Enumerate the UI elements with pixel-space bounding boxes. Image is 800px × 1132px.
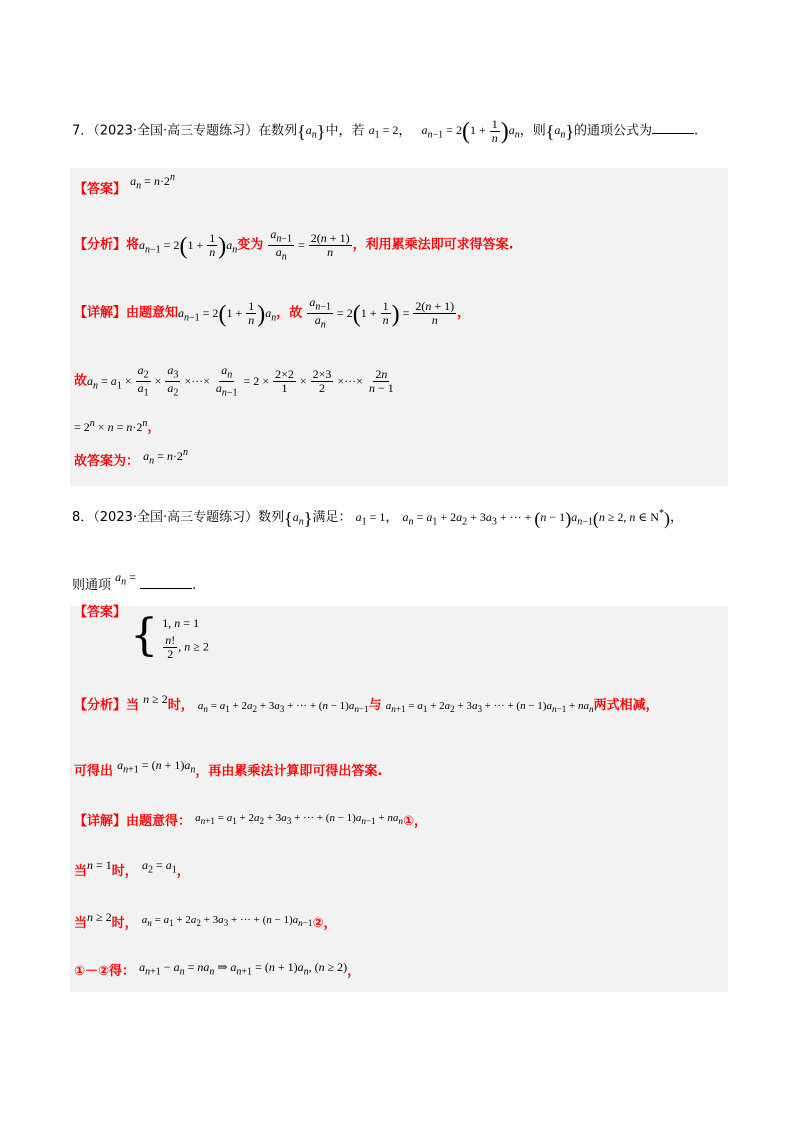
when-text: 时，	[111, 916, 138, 931]
math-brace: {	[130, 610, 159, 661]
math-result: = $2^n \times n = n\cdot 2^n$	[74, 418, 148, 434]
final-answer-label: 故答案为：	[74, 454, 140, 469]
analysis-text: 时，	[167, 698, 194, 713]
question-8-line-2	[72, 570, 197, 595]
math-n-ge-2: n ≥ 2	[143, 692, 168, 706]
math-product: $a_n = a_1$ × $\frac{a_2}{a_1}$ × $\frac{a_3}{a_2}$ ×···× $\frac{a_n}{a_{n-1}}$ = 2 × $\frac{2\times 2}{1}$ × $\frac{2\times 3}{2}$ ×···× $\frac{2n}{n - 1}$	[87, 363, 394, 399]
detail-text: ，故	[276, 305, 303, 321]
answer-blank	[140, 588, 192, 589]
math-ratio: $\frac{a_{n-1}}{a_n}$ = $\frac{2(n + 1)}{n}$	[270, 227, 350, 263]
math-sum-an: an = a1 + 2a2 + 3a3 + ··· + (n − 1)an−1	[141, 914, 313, 929]
question-number: 8．	[72, 510, 94, 525]
q7-analysis-line	[74, 228, 514, 264]
math-sum-an: $a_n = a_1 + 2a_2 + 3a_3$ + ··· + $(n - 1)a_{n-1}$	[197, 700, 369, 715]
math-final-answer: $a_n = n\cdot 2^n$	[143, 447, 188, 467]
q8-when-n2-line	[74, 912, 337, 932]
math-ratio-expanded: $\frac{a_{n-1}}{a_n}$ = 2(1 + $\frac{1}{n}$ ) = $\frac{2(n + 1)}{n}$	[309, 295, 455, 331]
obtain-label: 可得出	[74, 764, 114, 779]
punctuation: ，	[347, 964, 361, 979]
q7-answer-line	[74, 172, 175, 199]
answer-label: 【答案】	[74, 182, 127, 197]
question-text: .	[192, 578, 197, 593]
question-text: 中，若	[325, 123, 365, 139]
detail-label: 【详解】由题意知	[74, 305, 179, 321]
question-8-line	[72, 506, 683, 530]
analysis-text: 与	[368, 698, 382, 713]
question-text: 数列	[258, 510, 285, 525]
math-sum-recurrence: $a_n = a_1 + 2a_2 + 3a_3$ + ··· + $(n - 1)a_{n-1}(n \ge 2$, n ∈ N*)	[402, 508, 670, 529]
detail-text: ，	[457, 305, 471, 321]
answer-blank	[652, 133, 694, 134]
analysis-text: 变为	[237, 237, 264, 253]
math-set-an: $\{a_n\}$	[545, 121, 575, 142]
answer-label: 【答案】	[74, 605, 127, 620]
math-recurrence: $a_{n-1} = 2(1$ + $\frac{1}{n}$ )$a_n$	[139, 231, 238, 260]
punctuation: ，	[147, 420, 161, 435]
question-text: 满足：	[312, 510, 352, 525]
math-answer: $a_n = n\cdot 2^n$	[130, 172, 175, 192]
question-text: ，	[385, 510, 399, 525]
analysis-text: 两式相减，	[593, 698, 659, 713]
question-text: 在数列	[258, 123, 298, 139]
q8-diff-line	[74, 960, 360, 981]
q7-final-line	[74, 447, 188, 471]
question-text: ，	[669, 510, 683, 525]
when-text: 时，	[111, 864, 138, 879]
equation-mark: ②，	[312, 916, 337, 931]
math-diff: $a_{n+1} - a_n = na_n$ ⇒ $a_{n+1} = (n + 1)a_n$, (n ≥ 2)	[139, 960, 348, 978]
question-text: 的通项公式为	[574, 123, 653, 139]
q8-when-n1-line	[74, 860, 190, 881]
math-an-eq: $a_n$ =	[115, 570, 136, 588]
q7-detail-line	[74, 296, 470, 332]
math-piecewise: 1, n = 1 $\frac{n!}{2}$ , n ≥ 2	[162, 616, 209, 661]
diff-label: ①－②得：	[74, 964, 136, 979]
punctuation: ，	[176, 864, 190, 879]
math-an-plus-1: $a_{n+1} = (n + 1)a_n$	[117, 758, 196, 776]
question-7-line	[72, 118, 698, 145]
q7-result-line	[74, 416, 160, 435]
question-text: ，则	[519, 123, 546, 139]
math-a1-eq-1: $a_1 = 1$	[355, 510, 386, 528]
equation-mark: ①，	[402, 814, 427, 829]
question-text: .	[694, 123, 699, 139]
math-recurrence: $a_{n-1} = 2(1$ + $\frac{1}{n}$ )$a_n$	[178, 299, 277, 328]
q8-answer-line	[74, 605, 209, 672]
q7-product-line	[74, 364, 397, 400]
q8-analysis-line	[74, 694, 659, 714]
math-n-ge-2: n ≥ 2	[87, 910, 112, 924]
question-text: ，	[398, 123, 412, 139]
math-set-an: $\{a_n\}$	[284, 508, 313, 529]
question-number: 7．	[72, 123, 94, 139]
math-n-eq-1: n = 1	[87, 858, 112, 872]
math-recurrence: $a_{n-1} = 2(1$ + $\frac{1}{n}$ )$a_n$	[421, 117, 520, 145]
when-label: 当	[74, 864, 88, 879]
question-source: （2023·全国·高三专题练习）	[93, 123, 259, 139]
math-sum-an-plus-1: $a_{n+1} = a_1 + 2a_2 + 3a_3$ + ··· + $(n - 1)a_{n-1} + na_n$	[385, 700, 594, 715]
question-source: （2023·全国·高三专题练习）	[93, 510, 259, 525]
when-label: 当	[74, 916, 88, 931]
question-text: 则通项	[72, 578, 112, 593]
math-sum-an-plus-1: an+1 = a1 + 2a2 + 3a3 + ··· + (n − 1)an−1 + nan	[195, 812, 403, 827]
math-a2-eq-a1: $a_2 = a_1$	[141, 858, 177, 876]
math-a1-eq-2: $a_1 = 2$	[368, 123, 399, 141]
math-set-an: $\{a_n\}$	[297, 121, 326, 142]
analysis-text: ，利用累乘法即可求得答案.	[352, 237, 514, 253]
analysis-label: 【分析】当	[74, 698, 140, 713]
q8-obtain-line	[74, 760, 382, 781]
detail-label: 【详解】由题意得：	[74, 814, 192, 829]
so-label: 故	[74, 373, 88, 389]
analysis-label: 【分析】将	[74, 237, 140, 253]
obtain-text: ，再由累乘法计算即可得出答案.	[195, 764, 383, 779]
q8-detail-line	[74, 810, 427, 830]
